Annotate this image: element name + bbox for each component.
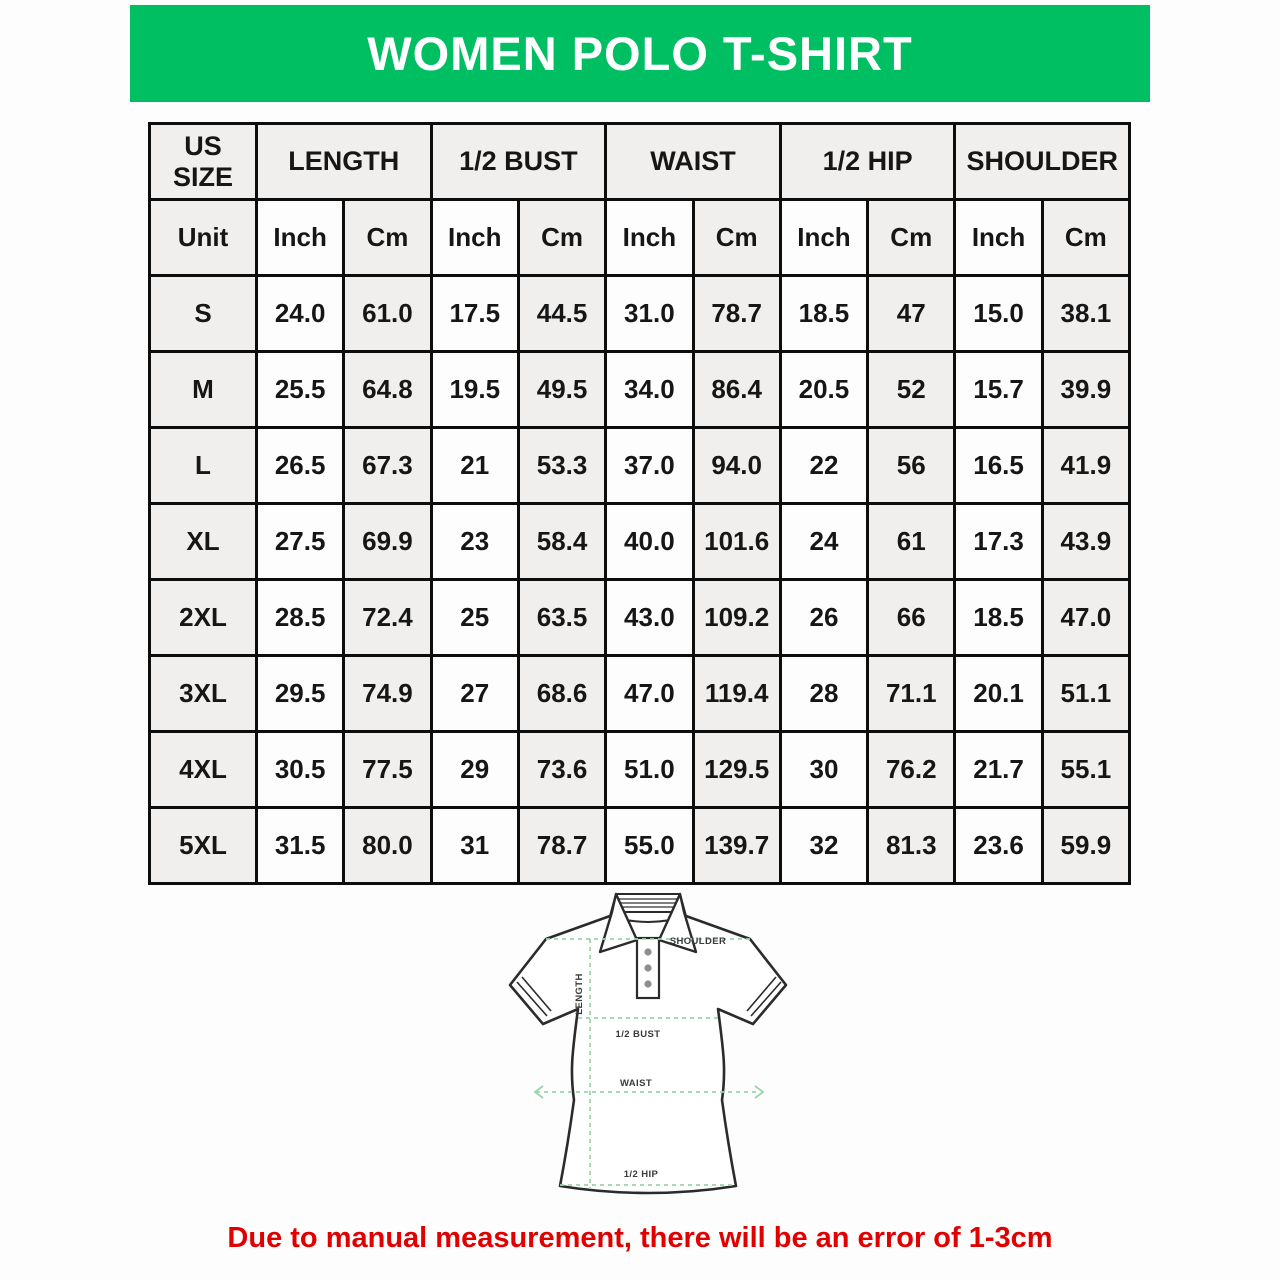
value-cell: 31.0 xyxy=(606,276,693,352)
value-cell: 31 xyxy=(431,808,518,884)
value-cell: 51.0 xyxy=(606,732,693,808)
group-header-row xyxy=(150,124,1130,200)
value-cell: 16.5 xyxy=(955,428,1042,504)
measurement-disclaimer: Due to manual measurement, there will be an error of 1-3cm xyxy=(227,1222,1053,1254)
value-cell: 129.5 xyxy=(693,732,780,808)
unit-header-cell: Cm xyxy=(518,200,605,276)
value-cell: 31.5 xyxy=(257,808,344,884)
value-cell: 63.5 xyxy=(518,580,605,656)
value-cell: 20.5 xyxy=(780,352,867,428)
size-label-cell: 2XL xyxy=(150,580,257,656)
diagram-bust-label: 1/2 BUST xyxy=(615,1029,661,1040)
unit-header-cell: Cm xyxy=(1042,200,1129,276)
value-cell: 20.1 xyxy=(955,656,1042,732)
value-cell: 32 xyxy=(780,808,867,884)
header-us-size: US SIZE xyxy=(150,124,257,200)
value-cell: 38.1 xyxy=(1042,276,1129,352)
value-cell: 15.7 xyxy=(955,352,1042,428)
value-cell: 53.3 xyxy=(518,428,605,504)
value-cell: 27 xyxy=(431,656,518,732)
value-cell: 40.0 xyxy=(606,504,693,580)
value-cell: 39.9 xyxy=(1042,352,1129,428)
value-cell: 74.9 xyxy=(344,656,431,732)
value-cell: 34.0 xyxy=(606,352,693,428)
value-cell: 101.6 xyxy=(693,504,780,580)
value-cell: 61 xyxy=(868,504,955,580)
value-cell: 80.0 xyxy=(344,808,431,884)
value-cell: 43.9 xyxy=(1042,504,1129,580)
value-cell: 55.0 xyxy=(606,808,693,884)
value-cell: 25 xyxy=(431,580,518,656)
value-cell: 15.0 xyxy=(955,276,1042,352)
value-cell: 19.5 xyxy=(431,352,518,428)
value-cell: 64.8 xyxy=(344,352,431,428)
value-cell: 43.0 xyxy=(606,580,693,656)
value-cell: 139.7 xyxy=(693,808,780,884)
value-cell: 77.5 xyxy=(344,732,431,808)
table-row xyxy=(150,504,1130,580)
value-cell: 29 xyxy=(431,732,518,808)
value-cell: 41.9 xyxy=(1042,428,1129,504)
header-waist: WAIST xyxy=(606,124,781,200)
value-cell: 49.5 xyxy=(518,352,605,428)
value-cell: 17.3 xyxy=(955,504,1042,580)
unit-header-cell: Inch xyxy=(955,200,1042,276)
value-cell: 21.7 xyxy=(955,732,1042,808)
polo-shirt-svg xyxy=(498,886,800,1216)
value-cell: 86.4 xyxy=(693,352,780,428)
diagram-waist-label: WAIST xyxy=(619,1078,653,1089)
header-half-hip: 1/2 HIP xyxy=(780,124,955,200)
diagram-hip-label: 1/2 HIP xyxy=(623,1169,659,1180)
value-cell: 24 xyxy=(780,504,867,580)
value-cell: 47 xyxy=(868,276,955,352)
header-shoulder: SHOULDER xyxy=(955,124,1130,200)
unit-header-cell: Inch xyxy=(606,200,693,276)
table-row xyxy=(150,428,1130,504)
value-cell: 71.1 xyxy=(868,656,955,732)
value-cell: 28 xyxy=(780,656,867,732)
size-label-cell: XL xyxy=(150,504,257,580)
table-row xyxy=(150,580,1130,656)
value-cell: 47.0 xyxy=(606,656,693,732)
diagram-length-label: LENGTH xyxy=(574,973,585,1015)
value-cell: 27.5 xyxy=(257,504,344,580)
value-cell: 78.7 xyxy=(518,808,605,884)
diagram-shoulder-label: SHOULDER xyxy=(669,936,727,947)
table-row xyxy=(150,656,1130,732)
unit-header-cell: Cm xyxy=(868,200,955,276)
value-cell: 52 xyxy=(868,352,955,428)
title-banner xyxy=(130,5,1150,102)
value-cell: 23 xyxy=(431,504,518,580)
value-cell: 68.6 xyxy=(518,656,605,732)
size-table-body xyxy=(150,276,1130,884)
table-row xyxy=(150,732,1130,808)
value-cell: 30.5 xyxy=(257,732,344,808)
unit-header-cell: Inch xyxy=(780,200,867,276)
value-cell: 119.4 xyxy=(693,656,780,732)
unit-header-cell: Inch xyxy=(431,200,518,276)
size-label-cell: M xyxy=(150,352,257,428)
size-label-cell: 4XL xyxy=(150,732,257,808)
size-label-cell: L xyxy=(150,428,257,504)
size-label-cell: S xyxy=(150,276,257,352)
value-cell: 25.5 xyxy=(257,352,344,428)
value-cell: 30 xyxy=(780,732,867,808)
value-cell: 44.5 xyxy=(518,276,605,352)
value-cell: 69.9 xyxy=(344,504,431,580)
value-cell: 18.5 xyxy=(780,276,867,352)
value-cell: 56 xyxy=(868,428,955,504)
value-cell: 23.6 xyxy=(955,808,1042,884)
value-cell: 66 xyxy=(868,580,955,656)
button-icon xyxy=(644,980,651,987)
value-cell: 26 xyxy=(780,580,867,656)
value-cell: 22 xyxy=(780,428,867,504)
value-cell: 37.0 xyxy=(606,428,693,504)
polo-shirt-diagram xyxy=(498,886,800,1216)
value-cell: 51.1 xyxy=(1042,656,1129,732)
value-cell: 81.3 xyxy=(868,808,955,884)
value-cell: 72.4 xyxy=(344,580,431,656)
unit-header-cell: Cm xyxy=(693,200,780,276)
size-label-cell: 3XL xyxy=(150,656,257,732)
header-length: LENGTH xyxy=(257,124,432,200)
value-cell: 73.6 xyxy=(518,732,605,808)
value-cell: 24.0 xyxy=(257,276,344,352)
value-cell: 78.7 xyxy=(693,276,780,352)
unit-header-cell: Inch xyxy=(257,200,344,276)
value-cell: 61.0 xyxy=(344,276,431,352)
size-table xyxy=(148,122,1131,885)
header-half-bust: 1/2 BUST xyxy=(431,124,606,200)
value-cell: 17.5 xyxy=(431,276,518,352)
value-cell: 21 xyxy=(431,428,518,504)
value-cell: 58.4 xyxy=(518,504,605,580)
value-cell: 29.5 xyxy=(257,656,344,732)
table-row xyxy=(150,808,1130,884)
unit-header-cell: Unit xyxy=(150,200,257,276)
value-cell: 26.5 xyxy=(257,428,344,504)
value-cell: 47.0 xyxy=(1042,580,1129,656)
placket xyxy=(637,938,659,998)
size-label-cell: 5XL xyxy=(150,808,257,884)
value-cell: 59.9 xyxy=(1042,808,1129,884)
button-icon xyxy=(644,964,651,971)
page-title: WOMEN POLO T-SHIRT xyxy=(367,27,913,80)
value-cell: 76.2 xyxy=(868,732,955,808)
value-cell: 28.5 xyxy=(257,580,344,656)
table-row xyxy=(150,276,1130,352)
value-cell: 109.2 xyxy=(693,580,780,656)
button-icon xyxy=(644,948,651,955)
unit-header-row xyxy=(150,200,1130,276)
value-cell: 55.1 xyxy=(1042,732,1129,808)
value-cell: 18.5 xyxy=(955,580,1042,656)
value-cell: 67.3 xyxy=(344,428,431,504)
value-cell: 94.0 xyxy=(693,428,780,504)
unit-header-cell: Cm xyxy=(344,200,431,276)
table-row xyxy=(150,352,1130,428)
